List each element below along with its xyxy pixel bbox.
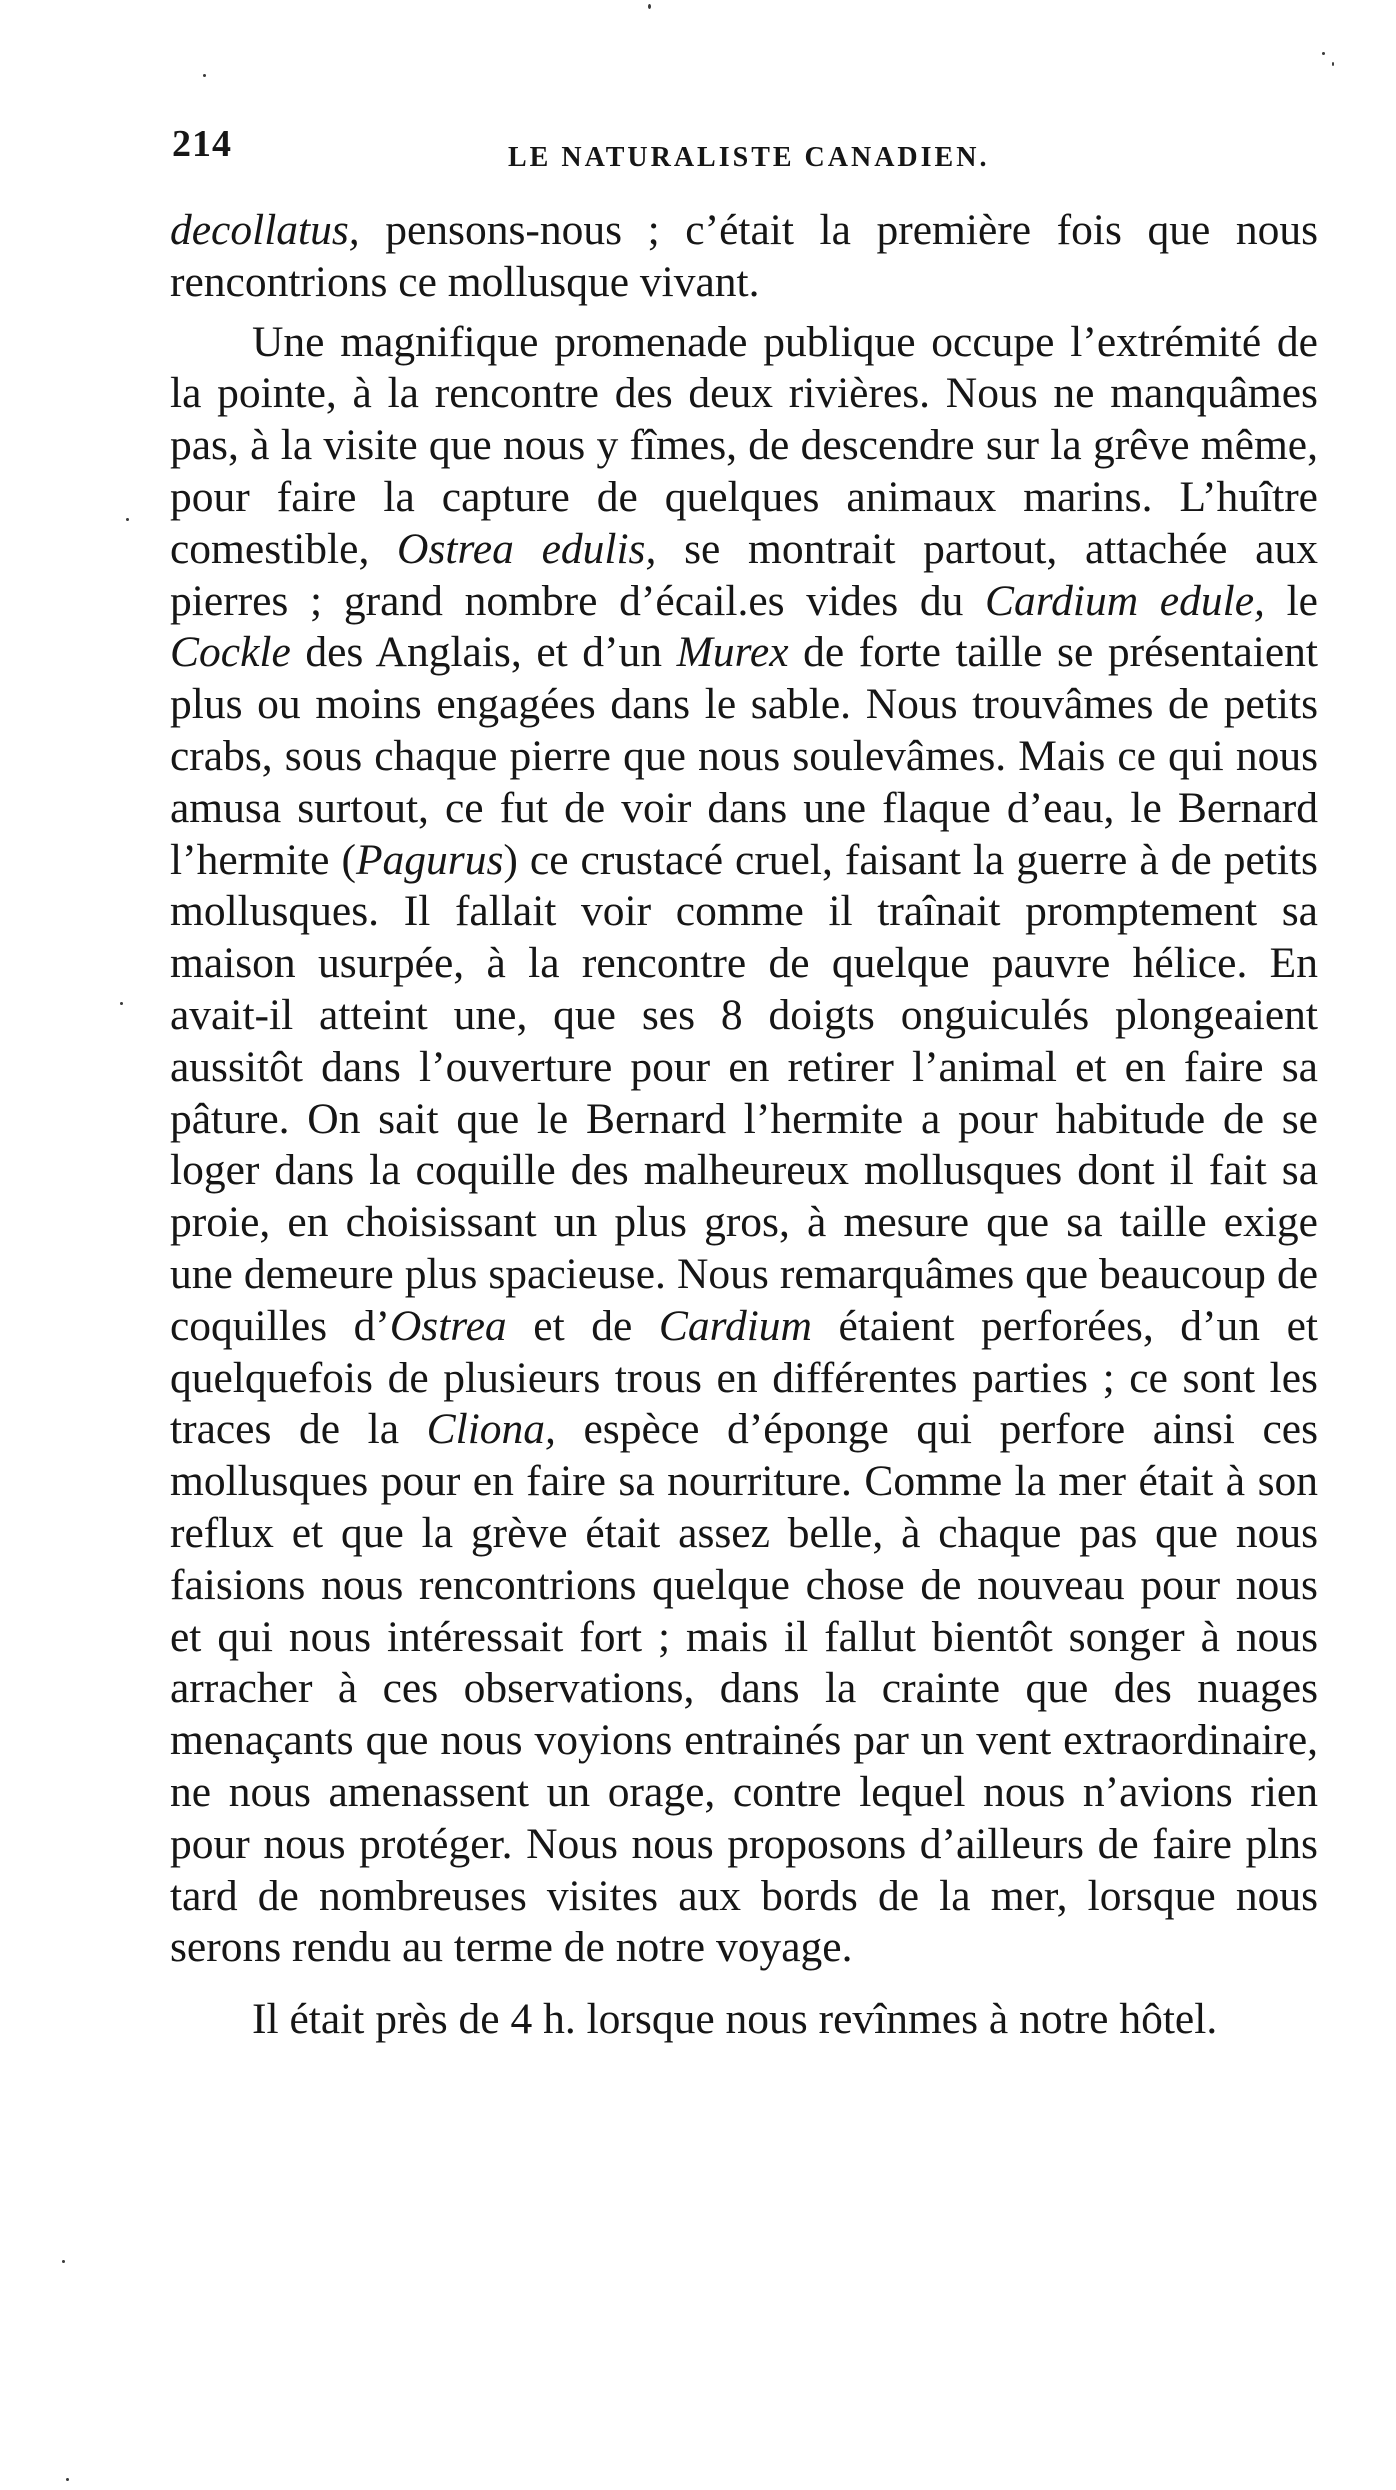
- page-number: 214: [172, 123, 232, 165]
- scan-speck: [203, 74, 206, 77]
- text-run: ) ce crustacé cruel, faisant la guerre à de petits mollusques. Il fallait voir comme il traînait promptement sa maison usurpée, à la rencontre de quelque pauvre hélice. En avait-il atteint une, que ses 8 doigts onguiculés plongeaient aussitôt dans l’ouverture pour en retirer l’animal et en faire sa pâture. On sait que le Bernard l’hermite a pour habitude de se loger dans la coquille des malheureux mollusques dont il fait sa proie, en choisissant un plus gros, à mesure que sa taille exige une demeure plus spacieuse. Nous remarquâmes que beaucoup de coquilles d’: [170, 835, 1318, 1350]
- scan-speck: [120, 1002, 123, 1005]
- body-text: [170, 205, 1318, 2046]
- scan-speck: [62, 2260, 65, 2263]
- text-run: de forte taille se présentaient plus ou moins engagées dans le sable. Nous trouvâmes de petits crabs, sous chaque pierre que nous soulevâmes. Mais ce qui nous amusa surtout, ce fut de voir dans une flaque d’eau, le Bernard l’hermite (: [170, 628, 1318, 884]
- text-run: Il était près de 4 h. lorsque nous revînmes à notre hôtel.: [252, 1995, 1218, 2044]
- scan-speck: [66, 2478, 69, 2481]
- text-run: et de: [506, 1301, 659, 1350]
- running-head: LE NATURALISTE CANADIEN.: [508, 142, 990, 173]
- italic-term: Cardium edule,: [985, 576, 1265, 625]
- scan-speck: [648, 4, 651, 9]
- paragraph-hotel: [170, 1994, 1318, 2046]
- italic-term: Murex: [676, 628, 789, 677]
- italic-term: Pagurus: [355, 835, 504, 884]
- italic-term: Cockle: [170, 628, 291, 677]
- text-run: le: [1264, 576, 1318, 625]
- text-run: étaient perforées, d’un et quelquefois de plusieurs trous en différentes parties ; ce sont les traces de la: [170, 1301, 1319, 1454]
- italic-term: Ostrea edulis,: [397, 524, 657, 573]
- text-run: des Anglais, et d’un: [290, 628, 677, 677]
- text-run: espèce d’éponge qui perfore ainsi ces mollusques pour en faire sa nourriture. Comme la mer était à son reflux et que la grève était assez belle, à chaque pas que nous faisions nous rencontrions quelque chose de nouveau pour nous et qui nous intéressait fort ; mais il fallut bientôt songer à nous arracher à ces observations, dans la crainte que des nuages menaçants que nous voyions entrainés par un vent extraordinaire, ne nous amenassent un orage, contre lequel nous n’avions rien pour nous protéger. Nous nous proposons d’ailleurs de faire plns tard de nombreuses visites aux bords de la mer, lorsque nous serons rendu au terme de notre voyage.: [170, 1405, 1318, 1972]
- text-run: Une magnifique promenade publique occupe l’extrémité de la pointe, à la rencontre des deux rivières. Nous ne manquâmes pas, à la visite que nous y fîmes, de descendre sur la grêve même, pour faire la capture de quelques animaux marins. L’huître comestible,: [170, 317, 1318, 573]
- italic-term: decollatus,: [170, 206, 360, 254]
- scan-speck: [1322, 52, 1325, 55]
- paragraph-continued: [170, 205, 1318, 309]
- scan-speck: [126, 518, 129, 521]
- paragraph-promenade: [170, 317, 1318, 1975]
- italic-term: Ostrea: [389, 1301, 507, 1350]
- italic-term: Cardium: [658, 1301, 812, 1350]
- italic-term: Cliona,: [426, 1405, 556, 1454]
- text-run: pensons-nous ; c’était la première fois que nous rencontrions ce mollusque vivant.: [170, 206, 1318, 306]
- page-header: [172, 122, 1332, 182]
- text-run: se montrait partout, attachée aux pierres ; grand nombre d’écail.es vides du: [170, 524, 1318, 625]
- scan-speck: [1332, 62, 1334, 66]
